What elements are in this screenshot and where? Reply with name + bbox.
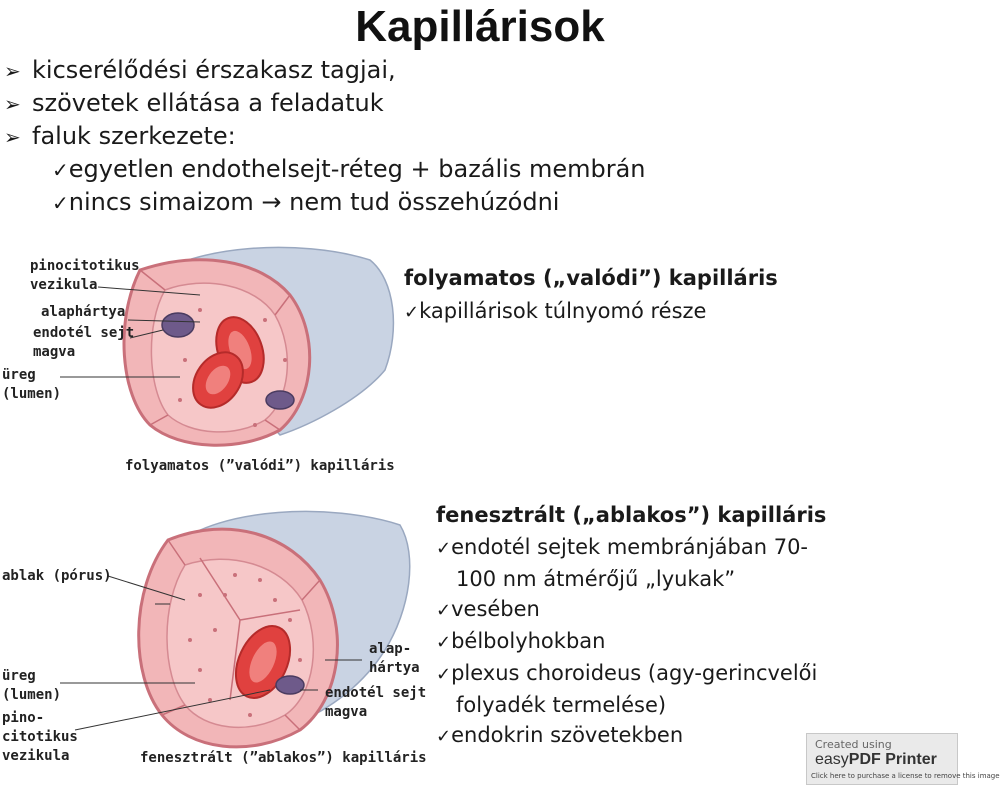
watermark-license-link[interactable]: Click here to purchase a license to remove this image xyxy=(811,772,1000,780)
list-item-continuation: folyadék termelése) xyxy=(456,693,667,717)
list-item: ✓kapillárisok túlnyomó része xyxy=(404,299,707,323)
check-icon: ✓ xyxy=(404,302,420,323)
sub-bullet-item: ✓nincs simaizom → nem tud összehúzódni xyxy=(52,188,560,216)
label-vesicle: vezikula xyxy=(2,748,70,764)
label-nucleus: magva xyxy=(33,344,76,360)
label-membrane: hártya xyxy=(369,660,420,676)
easypdf-watermark[interactable] xyxy=(806,733,1000,785)
check-icon: ✓ xyxy=(436,726,452,747)
label-basement-membrane: alaphártya xyxy=(41,304,126,320)
check-icon: ✓ xyxy=(436,632,452,653)
label-cytotic: citotikus xyxy=(2,729,78,745)
intro-bullets xyxy=(4,54,646,219)
page-title: Kapillárisok xyxy=(355,2,605,51)
section2-list xyxy=(436,532,817,752)
figure2-caption: fenesztrált (”ablakos”) kapilláris xyxy=(140,750,427,766)
check-icon: ✓ xyxy=(436,600,452,621)
check-icon: ✓ xyxy=(436,664,452,685)
bullet-item: ➢ szövetek ellátása a feladatuk xyxy=(4,87,646,120)
label-lumen-latin: (lumen) xyxy=(2,386,62,402)
bullet-item: ➢ kicserélődési érszakasz tagjai, xyxy=(4,54,646,87)
list-item: ✓endokrin szövetekben xyxy=(436,723,684,747)
label-lumen: üreg xyxy=(2,367,36,383)
label-basement: alap- xyxy=(369,641,412,657)
fenestrated-capillary-illustration xyxy=(0,500,430,760)
list-item: ✓bélbolyhokban xyxy=(436,629,606,653)
label-lumen-latin: (lumen) xyxy=(2,687,62,703)
label-endothelial-cell: endotél sejt xyxy=(33,325,135,341)
list-item: ✓vesében xyxy=(436,597,540,621)
bullet-item: ➢ faluk szerkezete: xyxy=(4,120,646,153)
arrow-bullet-icon: ➢ xyxy=(4,92,21,116)
label-pino: pino- xyxy=(2,710,45,726)
label-pinocytotic: pinocitotikus xyxy=(30,258,140,274)
check-icon: ✓ xyxy=(436,538,452,559)
label-nucleus: magva xyxy=(325,704,368,720)
check-icon: ✓ xyxy=(52,158,69,182)
list-item: ✓endotél sejtek membránjában 70- xyxy=(436,535,809,559)
label-lumen: üreg xyxy=(2,668,36,684)
label-pore: ablak (pórus) xyxy=(2,568,112,584)
list-item: ✓plexus choroideus (agy-gerincvelői xyxy=(436,661,818,685)
section1-list xyxy=(404,296,706,328)
arrow-bullet-icon: ➢ xyxy=(4,59,21,83)
arrow-bullet-icon: ➢ xyxy=(4,125,21,149)
sub-bullet-item: ✓egyetlen endothelsejt-réteg + bazális membrán xyxy=(52,155,646,183)
list-item-continuation: 100 nm átmérőjű „lyukak” xyxy=(456,567,736,591)
watermark-brand: easyPDF Printer xyxy=(815,751,937,768)
continuous-capillary-heading: folyamatos („valódi”) kapilláris xyxy=(404,266,778,290)
label-endothelial-cell: endotél sejt xyxy=(325,685,427,701)
label-vesicle: vezikula xyxy=(30,277,98,293)
watermark-line1: Created using xyxy=(815,738,892,751)
fenestrated-capillary-heading: fenesztrált („ablakos”) kapilláris xyxy=(436,503,827,527)
figure1-caption: folyamatos (”valódi”) kapilláris xyxy=(125,458,395,474)
check-icon: ✓ xyxy=(52,191,69,215)
